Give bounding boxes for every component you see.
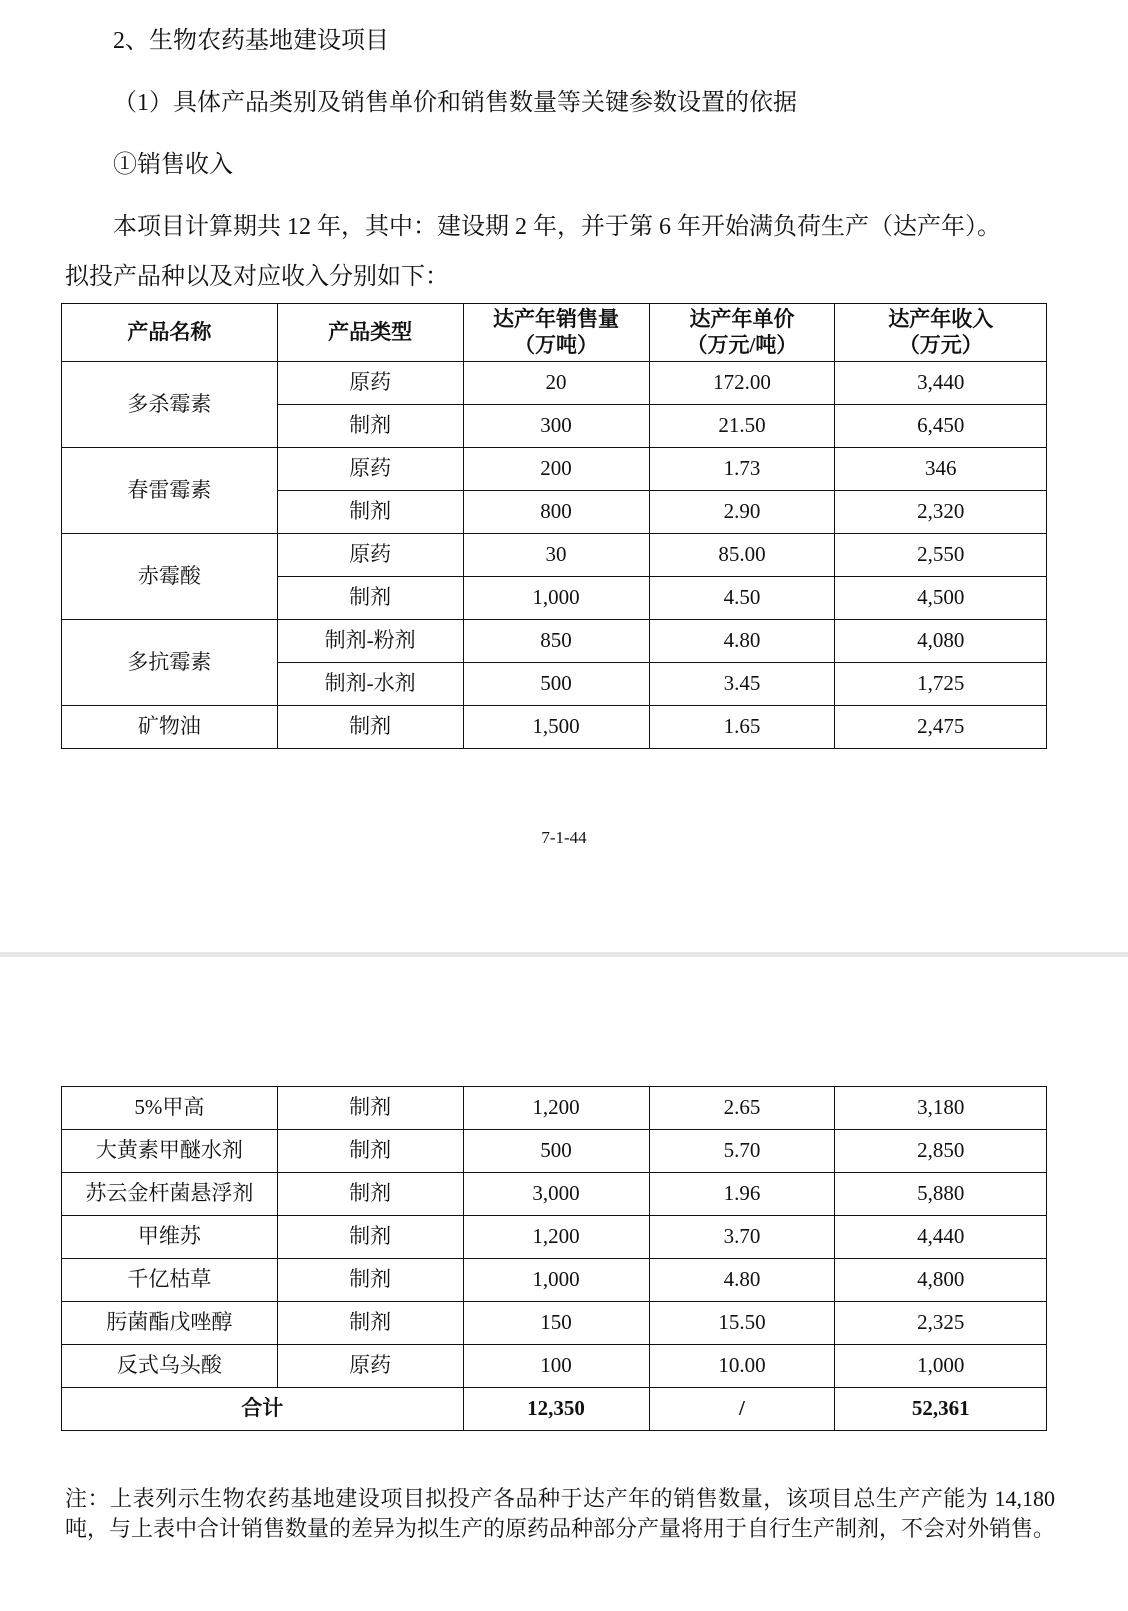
product-name-cell: 多杀霉素 [62, 362, 278, 448]
table-row [62, 448, 1047, 491]
table-row [62, 1259, 1047, 1302]
table-row [62, 1216, 1047, 1259]
table-header-row [62, 304, 1047, 362]
revenue-cell: 3,180 [835, 1087, 1047, 1130]
unit-price-cell: 2.65 [649, 1087, 835, 1130]
product-name-cell: 苏云金杆菌悬浮剂 [62, 1173, 278, 1216]
product-type-cell: 原药 [277, 362, 463, 405]
unit-price-cell: 4.80 [649, 1259, 835, 1302]
sales-volume-cell: 1,200 [463, 1087, 649, 1130]
table-row [62, 534, 1047, 577]
product-name-cell: 肟菌酯戊唑醇 [62, 1302, 278, 1345]
sales-volume-cell: 200 [463, 448, 649, 491]
revenue-cell: 2,320 [835, 491, 1047, 534]
sales-volume-cell: 500 [463, 663, 649, 706]
table-row [62, 1087, 1047, 1130]
sales-volume-cell: 3,000 [463, 1173, 649, 1216]
table-row [62, 706, 1047, 749]
product-type-cell: 制剂 [277, 405, 463, 448]
product-name-cell: 千亿枯草 [62, 1259, 278, 1302]
table-row [62, 1345, 1047, 1388]
sales-volume-cell: 300 [463, 405, 649, 448]
sales-volume-cell: 500 [463, 1130, 649, 1173]
unit-price-cell: 2.90 [649, 491, 835, 534]
table-row [62, 1130, 1047, 1173]
unit-price-cell: 21.50 [649, 405, 835, 448]
revenue-cell: 4,440 [835, 1216, 1047, 1259]
product-type-cell: 制剂 [277, 706, 463, 749]
sales-volume-cell: 1,500 [463, 706, 649, 749]
sales-volume-cell: 800 [463, 491, 649, 534]
product-type-cell: 制剂 [277, 1130, 463, 1173]
table-row [62, 620, 1047, 663]
product-type-cell: 制剂-粉剂 [277, 620, 463, 663]
revenue-cell: 2,850 [835, 1130, 1047, 1173]
table-row [62, 362, 1047, 405]
product-type-cell: 制剂-水剂 [277, 663, 463, 706]
revenue-cell: 2,550 [835, 534, 1047, 577]
product-name-cell: 5%甲高 [62, 1087, 278, 1130]
product-name-cell: 甲维苏 [62, 1216, 278, 1259]
product-name-cell: 多抗霉素 [62, 620, 278, 706]
unit-price-cell: 3.70 [649, 1216, 835, 1259]
product-type-cell: 制剂 [277, 1259, 463, 1302]
product-type-cell: 制剂 [277, 1087, 463, 1130]
section-title: ①销售收入 [113, 152, 233, 178]
header-unit-price: 达产年单价 （万元/吨） [649, 304, 835, 362]
total-unit-price-cell: / [649, 1388, 835, 1431]
product-name-cell: 反式乌头酸 [62, 1345, 278, 1388]
header-revenue: 达产年收入 （万元） [835, 304, 1047, 362]
total-sales-volume-cell: 12,350 [463, 1388, 649, 1431]
unit-price-cell: 3.45 [649, 663, 835, 706]
header-sales-volume: 达产年销售量 （万吨） [463, 304, 649, 362]
product-name-cell: 春雷霉素 [62, 448, 278, 534]
revenue-cell: 1,725 [835, 663, 1047, 706]
table-row [62, 1173, 1047, 1216]
sales-volume-cell: 1,000 [463, 1259, 649, 1302]
unit-price-cell: 85.00 [649, 534, 835, 577]
header-product-name: 产品名称 [62, 304, 278, 362]
total-row [62, 1388, 1047, 1431]
revenue-cell: 346 [835, 448, 1047, 491]
revenue-cell: 2,325 [835, 1302, 1047, 1345]
revenue-cell: 5,880 [835, 1173, 1047, 1216]
product-type-cell: 制剂 [277, 577, 463, 620]
unit-price-cell: 4.80 [649, 620, 835, 663]
unit-price-cell: 172.00 [649, 362, 835, 405]
product-type-cell: 制剂 [277, 1173, 463, 1216]
revenue-cell: 2,475 [835, 706, 1047, 749]
revenue-cell: 4,500 [835, 577, 1047, 620]
unit-price-cell: 1.96 [649, 1173, 835, 1216]
heading: 2、生物农药基地建设项目 [113, 28, 389, 54]
table-note: 注：上表列示生物农药基地建设项目拟投产各品种于达产年的销售数量，该项目总生产产能为 14,180 吨，与上表中合计销售数量的差异为拟生产的原药品种部分产量将用于自行生产制剂，不会对外销售。 [65, 1486, 1056, 1541]
header-product-type: 产品类型 [277, 304, 463, 362]
revenue-table-page2 [61, 1086, 1047, 1431]
product-name-cell: 大黄素甲醚水剂 [62, 1130, 278, 1173]
unit-price-cell: 1.73 [649, 448, 835, 491]
page-number: 7-1-44 [541, 828, 587, 847]
product-type-cell: 制剂 [277, 1302, 463, 1345]
sales-volume-cell: 30 [463, 534, 649, 577]
unit-price-cell: 10.00 [649, 1345, 835, 1388]
revenue-cell: 1,000 [835, 1345, 1047, 1388]
revenue-cell: 4,800 [835, 1259, 1047, 1302]
revenue-cell: 3,440 [835, 362, 1047, 405]
sales-volume-cell: 20 [463, 362, 649, 405]
revenue-cell: 4,080 [835, 620, 1047, 663]
page-separator [0, 952, 1128, 957]
paragraph-line-2: 拟投产品种以及对应收入分别如下： [65, 264, 449, 290]
product-name-cell: 赤霉酸 [62, 534, 278, 620]
subheading: （1）具体产品类别及销售单价和销售数量等关键参数设置的依据 [113, 90, 797, 116]
sales-volume-cell: 1,200 [463, 1216, 649, 1259]
product-type-cell: 原药 [277, 1345, 463, 1388]
unit-price-cell: 1.65 [649, 706, 835, 749]
sales-volume-cell: 150 [463, 1302, 649, 1345]
revenue-cell: 6,450 [835, 405, 1047, 448]
sales-volume-cell: 1,000 [463, 577, 649, 620]
unit-price-cell: 5.70 [649, 1130, 835, 1173]
product-type-cell: 原药 [277, 534, 463, 577]
product-type-cell: 原药 [277, 448, 463, 491]
sales-volume-cell: 850 [463, 620, 649, 663]
revenue-table-page1 [61, 303, 1047, 749]
total-revenue-cell: 52,361 [835, 1388, 1047, 1431]
sales-volume-cell: 100 [463, 1345, 649, 1388]
total-label-cell: 合计 [62, 1388, 464, 1431]
table-row [62, 1302, 1047, 1345]
unit-price-cell: 15.50 [649, 1302, 835, 1345]
product-type-cell: 制剂 [277, 1216, 463, 1259]
product-name-cell: 矿物油 [62, 706, 278, 749]
product-type-cell: 制剂 [277, 491, 463, 534]
paragraph-line-1: 本项目计算期共 12 年，其中：建设期 2 年，并于第 6 年开始满负荷生产（达产年）。 [113, 214, 1001, 240]
unit-price-cell: 4.50 [649, 577, 835, 620]
